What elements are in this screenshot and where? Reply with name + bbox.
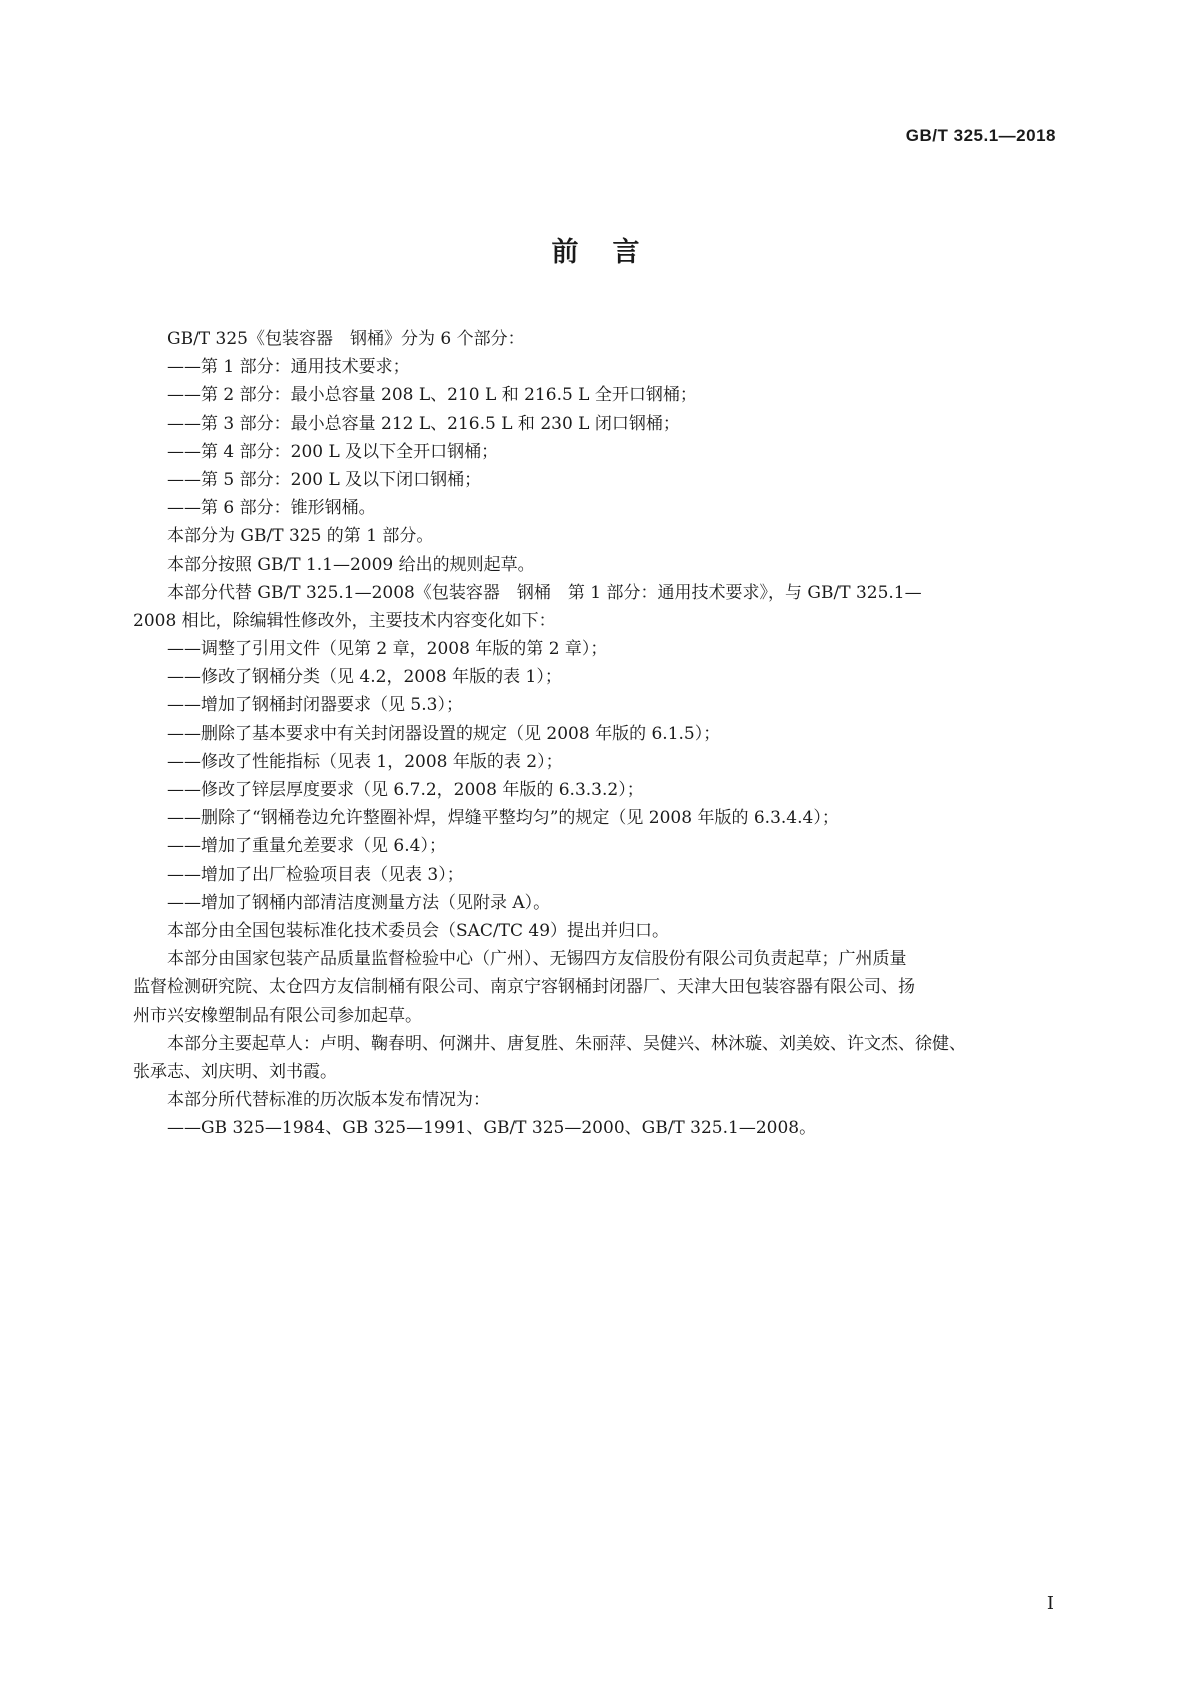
text-line: 张承志、刘庆明、刘书霞。: [133, 1061, 337, 1082]
text-line: ——增加了重量允差要求（见 6.4）；: [167, 836, 446, 857]
text-line: ——调整了引用文件（见第 2 章，2008 年版的第 2 章）；: [167, 639, 608, 660]
text-line: ——第 6 部分：锥形钢桶。: [167, 498, 376, 519]
text-line: 本部分由国家包装产品质量监督检验中心（广州）、无锡四方友信股份有限公司负责起草；广州质量: [167, 949, 907, 970]
text-line: 本部分为 GB/T 325 的第 1 部分。: [167, 526, 434, 547]
text-line: ——删除了基本要求中有关封闭器设置的规定（见 2008 年版的 6.1.5）；: [167, 723, 721, 744]
text-line: ——修改了钢桶分类（见 4.2，2008 年版的表 1）；: [167, 667, 562, 688]
text-line: ——修改了锌层厚度要求（见 6.7.2，2008 年版的 6.3.3.2）；: [167, 780, 644, 800]
text-line: ——增加了钢桶内部清洁度测量方法（见附录 A）。: [167, 892, 551, 913]
text-line: 2008 相比，除编辑性修改外，主要技术内容变化如下：: [133, 610, 556, 631]
text-line: ——第 5 部分：200 L 及以下闭口钢桶；: [167, 469, 482, 490]
standard-code: GB/T 325.1—2018: [905, 126, 1056, 145]
page-title: 前言: [551, 237, 674, 268]
text-line: ——GB 325—1984、GB 325—1991、GB/T 325—2000、GB/T 325.1—2008。: [167, 1118, 817, 1139]
text-line: 本部分代替 GB/T 325.1—2008《包装容器 钢桶 第 1 部分：通用技术要求》，与 GB/T 325.1—: [167, 582, 922, 603]
text-line: ——第 4 部分：200 L 及以下全开口钢桶；: [167, 441, 499, 462]
text-line: 本部分所代替标准的历次版本发布情况为：: [167, 1090, 490, 1111]
text-line: ——增加了钢桶封闭器要求（见 5.3）；: [167, 695, 463, 716]
text-line: ——修改了性能指标（见表 1，2008 年版的表 2）；: [167, 751, 563, 772]
text-line: GB/T 325《包装容器 钢桶》分为 6 个部分：: [167, 329, 525, 349]
document-body: [133, 325, 1059, 1142]
text-line: 本部分按照 GB/T 1.1—2009 给出的规则起草。: [167, 554, 535, 575]
text-line: 州市兴安橡塑制品有限公司参加起草。: [133, 1005, 422, 1026]
text-line: 本部分由全国包装标准化技术委员会（SAC/TC 49）提出并归口。: [167, 920, 670, 941]
text-line: ——增加了出厂检验项目表（见表 3）；: [167, 864, 464, 885]
text-line: 本部分主要起草人：卢明、鞠春明、何渊井、唐复胜、朱丽萍、吴健兴、林沐璇、刘美姣、许文杰、徐健、: [167, 1033, 966, 1054]
page-number: I: [1046, 1593, 1054, 1614]
text-line: ——第 2 部分：最小总容量 208 L、210 L 和 216.5 L 全开口钢桶；: [167, 385, 697, 406]
text-line: ——删除了“钢桶卷边允许整圈补焊，焊缝平整均匀”的规定（见 2008 年版的 6.3.4.4）；: [167, 808, 839, 829]
text-line: ——第 1 部分：通用技术要求；: [167, 357, 410, 378]
text-line: ——第 3 部分：最小总容量 212 L、216.5 L 和 230 L 闭口钢桶；: [167, 413, 680, 434]
text-line: 监督检测研究院、太仓四方友信制桶有限公司、南京宁容钢桶封闭器厂、天津大田包装容器有限公司、扬: [133, 977, 915, 998]
